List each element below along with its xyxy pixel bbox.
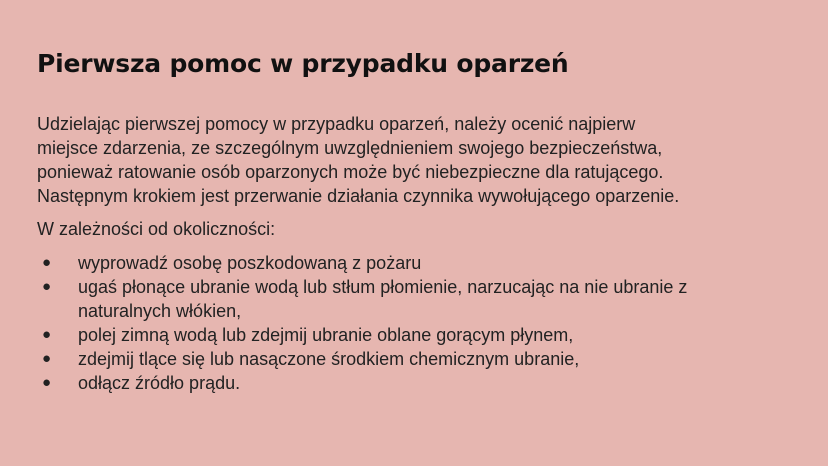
intro-paragraph bbox=[37, 112, 797, 208]
list-item bbox=[37, 251, 797, 275]
intro-line: ponieważ ratowanie osób oparzonych może być niebezpieczne dla ratującego. bbox=[37, 162, 664, 182]
list-item bbox=[37, 323, 797, 347]
circumstances-lead: W zależności od okoliczności: bbox=[37, 219, 276, 239]
list-item-text: wyprowadź osobę poszkodowaną z pożaru bbox=[78, 253, 422, 273]
bullet-icon: ● bbox=[42, 374, 52, 391]
slide-content bbox=[37, 112, 797, 395]
bullet-icon: ● bbox=[42, 326, 52, 343]
list-item-text: odłącz źródło prądu. bbox=[78, 373, 241, 393]
intro-line: Następnym krokiem jest przerwanie działania czynnika wywołującego oparzenie. bbox=[37, 186, 680, 206]
intro-line: miejsce zdarzenia, ze szczególnym uwzględnieniem swojego bezpieczeństwa, bbox=[37, 138, 663, 158]
list-item-text: zdejmij tlące się lub nasączone środkiem chemicznym ubranie, bbox=[78, 349, 580, 369]
list-item bbox=[37, 371, 797, 395]
intro-line: Udzielając pierwszej pomocy w przypadku oparzeń, należy ocenić najpierw bbox=[37, 114, 636, 134]
bullet-icon: ● bbox=[42, 350, 52, 367]
list-item-text: naturalnych włókien, bbox=[78, 301, 242, 321]
first-aid-steps-list bbox=[37, 251, 797, 395]
list-item-text: polej zimną wodą lub zdejmij ubranie oblane gorącym płynem, bbox=[78, 325, 574, 345]
list-item bbox=[37, 347, 797, 371]
bullet-icon: ● bbox=[42, 278, 52, 295]
bullet-icon: ● bbox=[42, 254, 52, 271]
list-item-text: ugaś płonące ubranie wodą lub stłum płomienie, narzucając na nie ubranie z bbox=[78, 277, 688, 297]
list-item bbox=[37, 275, 797, 323]
slide-title: Pierwsza pomoc w przypadku oparzeń bbox=[37, 49, 569, 78]
